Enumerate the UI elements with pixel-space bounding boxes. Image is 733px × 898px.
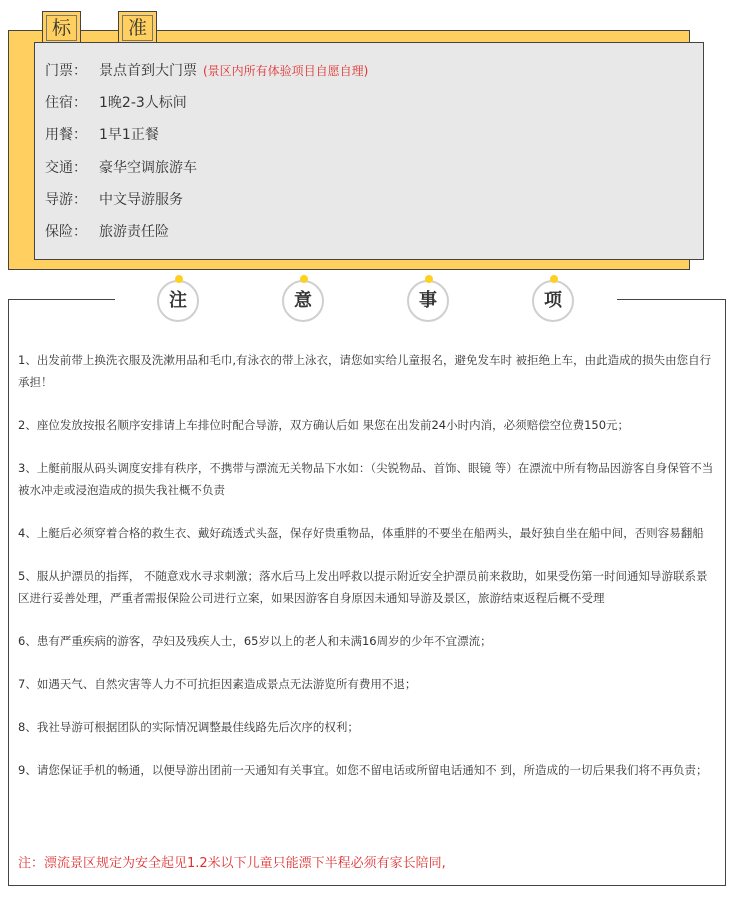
notice-circle-text: 事 [419,290,437,311]
notice-circle-4 [532,280,574,322]
notice-item-6: 6、患有严重疾病的游客，孕妇及残疾人士，65岁以上的老人和未满16周岁的少年不宜漂流； [18,634,492,648]
final-note: 注：漂流景区规定为安全起见1.2米以下儿童只能漂下半程必须有家长陪同, [18,856,446,871]
row-value: 豪华空调旅游车 [99,160,197,176]
dot-icon [425,275,433,283]
notice-item-5: 5、服从护漂员的指挥， 不随意戏水寻求刺激；落水后马上发出呼救以提示附近安全护漂员前来救助，如果受伤第一时间通知导游联系景区进行妥善处理，严重者需报保险公司进行立案，如果因游客自身原因未通知导游及景区，旅游结束返程后概不受理 [18,569,708,605]
standard-tab-2 [118,11,157,45]
row-label: 门票： [45,63,87,79]
row-value: 1早1正餐 [99,127,159,143]
notice-circle-2 [282,280,324,322]
notice-item-2: 2、座位发放按报名顺序安排请上车排位时配合导游，双方确认后如 果您在出发前24小时内消，必须赔偿空位费150元； [18,418,630,432]
standard-row-ticket [45,61,368,81]
notice-circle-3 [407,280,449,322]
standard-row-insurance [45,222,169,242]
row-label: 交通： [45,160,87,176]
row-label: 导游： [45,192,87,208]
standard-row-lodging [45,93,187,113]
row-value: 景点首到大门票 [99,63,197,79]
notice-circle-text: 项 [544,290,562,311]
notice-circle-text: 意 [294,290,312,311]
notice-circle-text: 注 [169,290,187,311]
standard-tab-2-text: 准 [122,15,153,41]
standard-tab-1 [42,11,81,45]
notice-item-4: 4、上艇后必须穿着合格的救生衣、戴好疏透式头盔，保存好贵重物品，体重胖的不要坐在船两头，最好独自坐在船中间，否则容易翻船 [18,526,704,540]
standard-row-meals [45,125,159,145]
standard-panel [34,42,704,260]
row-note: (景区内所有体验项目自愿自理) [203,64,369,78]
row-label: 住宿： [45,95,87,111]
row-label: 用餐： [45,127,87,143]
row-value: 中文导游服务 [99,192,183,208]
dot-icon [300,275,308,283]
standard-row-transport [45,158,197,178]
standard-section [0,0,733,280]
row-value: 1晚2-3人标间 [99,95,187,111]
notice-circle-1 [157,280,199,322]
notice-item-8: 8、我社导游可根据团队的实际情况调整最佳线路先后次序的权利； [18,720,359,734]
dot-icon [550,275,558,283]
notice-item-9: 9、请您保证手机的畅通，以便导游出团前一天通知有关事宜。如您不留电话或所留电话通知不 到，所造成的一切后果我们将不再负责； [18,763,708,777]
notice-list [18,349,718,781]
notice-item-7: 7、如遇天气、自然灾害等人力不可抗拒因素造成景点无法游览所有费用不退； [18,677,417,691]
notice-header [115,270,617,328]
row-value: 旅游责任险 [99,224,169,240]
standard-row-guide [45,190,183,210]
dot-icon [175,275,183,283]
row-label: 保险： [45,224,87,240]
notice-item-3: 3、上艇前服从码头调度安排有秩序，不携带与漂流无关物品下水如：（尖锐物品、首饰、眼镜 等）在漂流中所有物品因游客自身保管不当被水冲走或浸泡造成的损失我社概不负责 [18,461,714,497]
notice-item-1: 1、出发前带上换洗衣服及洗漱用品和毛巾,有泳衣的带上泳衣，请您如实给儿童报名，避免发车时 被拒绝上车，由此造成的损失由您自行承担！ [18,353,712,389]
standard-tab-1-text: 标 [46,15,77,41]
